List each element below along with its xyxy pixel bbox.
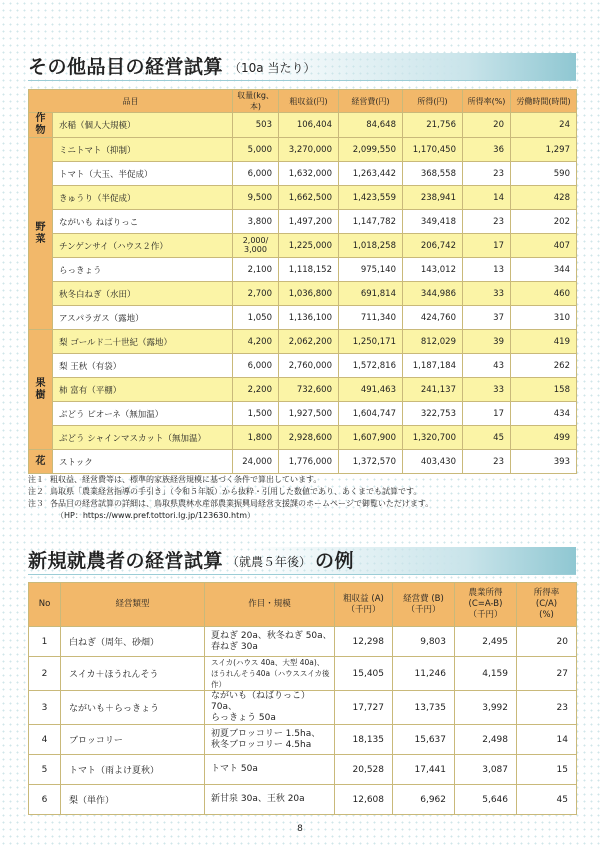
row-revenue: 17,727 [335,691,393,725]
table-row [29,306,577,330]
row-name: らっきょう [53,258,233,282]
row-yield: 503 [233,113,279,138]
row-revenue: 1,776,000 [279,450,339,474]
table-row [29,378,577,402]
table-row [29,186,577,210]
row-hours: 158 [511,378,577,402]
row-yield: 24,000 [233,450,279,474]
row-rate: 14 [463,186,511,210]
row-scale: 新甘泉 30a、王秋 20a [205,785,335,815]
table-row [29,258,577,282]
row-no: 5 [29,755,61,785]
table-row [29,138,577,162]
row-no: 3 [29,691,61,725]
row-name: ながいも ねばりっこ [53,210,233,234]
row-cost: 15,637 [393,725,455,755]
row-name: ミニトマト（抑制） [53,138,233,162]
row-type: ながいも＋らっきょう [61,691,205,725]
row-cost: 1,423,559 [339,186,403,210]
row-revenue: 2,760,000 [279,354,339,378]
row-income: 368,558 [403,162,463,186]
header-revenue: 粗収益 (A) （千円） [335,583,393,627]
row-name: 水稲（個人大規模） [53,113,233,138]
category-flowers: 花 [29,450,53,474]
row-cost: 9,803 [393,627,455,657]
row-revenue: 12,608 [335,785,393,815]
row-cost: 1,147,782 [339,210,403,234]
category-crops: 作 物 [29,113,53,138]
table-row [29,354,577,378]
row-revenue: 1,632,000 [279,162,339,186]
row-rate: 20 [517,627,577,657]
table-row [29,657,577,691]
row-scale: トマト 50a [205,755,335,785]
row-revenue: 20,528 [335,755,393,785]
row-cost: 6,962 [393,785,455,815]
row-cost: 17,441 [393,755,455,785]
header-rate: 所得率 (C/A) (%) [517,583,577,627]
row-rate: 23 [463,210,511,234]
section1-title: その他品目の経営試算 [28,56,224,78]
table-row [29,330,577,354]
header-item: 品目 [29,90,233,113]
row-hours: 499 [511,426,577,450]
other-crops-table [28,89,577,474]
row-revenue: 1,662,500 [279,186,339,210]
row-income: 1,170,450 [403,138,463,162]
row-revenue: 15,405 [335,657,393,691]
row-revenue: 18,135 [335,725,393,755]
table-row [29,450,577,474]
row-income: 344,986 [403,282,463,306]
row-income: 812,029 [403,330,463,354]
table-row [29,426,577,450]
table-row [29,210,577,234]
row-name: 梨 ゴールド二十世紀（露地） [53,330,233,354]
row-no: 4 [29,725,61,755]
row-rate: 17 [463,402,511,426]
page-number: 8 [297,824,303,834]
row-hours: 460 [511,282,577,306]
notes [28,474,588,522]
header-yield: 収量(kg、本) [233,90,279,113]
row-income: 3,992 [455,691,517,725]
section1-heading [28,53,576,81]
row-cost: 11,246 [393,657,455,691]
note-url: （HP：https://www.pref.tottori.lg.jp/123630.htm） [56,511,256,520]
row-rate: 33 [463,378,511,402]
row-no: 2 [29,657,61,691]
table-row [29,162,577,186]
row-name: アスパラガス（露地） [53,306,233,330]
row-cost: 975,140 [339,258,403,282]
row-rate: 23 [463,162,511,186]
row-income: 1,187,184 [403,354,463,378]
section1-subtitle: （10a 当たり） [229,61,316,75]
table-row [29,691,577,725]
row-type: 白ねぎ（周年、砂畑） [61,627,205,657]
row-revenue: 2,928,600 [279,426,339,450]
row-hours: 434 [511,402,577,426]
table-header-row [29,583,577,627]
row-cost: 84,648 [339,113,403,138]
row-income: 2,495 [455,627,517,657]
row-yield: 2,000/ 3,000 [233,234,279,258]
header-type: 経営類型 [61,583,205,627]
row-rate: 37 [463,306,511,330]
row-rate: 36 [463,138,511,162]
section2-subtitle: （就農５年後） [227,555,312,569]
row-scale: 初夏ブロッコリー 1.5ha、 秋冬ブロッコリー 4.5ha [205,725,335,755]
note-item: 注３ 各品目の経営試算の詳細は、鳥取県農林水産部農業振興局経営支援課のホームページで御覧いただけます。 [28,499,434,508]
row-cost: 1,263,442 [339,162,403,186]
row-income: 3,087 [455,755,517,785]
note-item: 注１ 粗収益、経営費等は、標準的家族経営規模に基づく条件で算出しています。 [28,475,322,484]
table-row [29,725,577,755]
row-rate: 20 [463,113,511,138]
row-yield: 5,000 [233,138,279,162]
row-hours: 344 [511,258,577,282]
row-income: 1,320,700 [403,426,463,450]
row-hours: 407 [511,234,577,258]
row-cost: 1,372,570 [339,450,403,474]
table-row [29,627,577,657]
row-cost: 1,607,900 [339,426,403,450]
row-hours: 24 [511,113,577,138]
row-scale: スイカ(ハウス 40a、大型 40a)、 ほうれんそう40a（ハウススイカ後作） [205,657,335,691]
row-income: 4,159 [455,657,517,691]
row-name: 柿 富有（平棚） [53,378,233,402]
row-name: ぶどう ピオーネ（無加温） [53,402,233,426]
row-revenue: 1,927,500 [279,402,339,426]
table-row [29,113,577,138]
row-rate: 17 [463,234,511,258]
row-income: 21,756 [403,113,463,138]
row-scale: ながいも（ねばりっこ）70a、 らっきょう 50a [205,691,335,725]
row-yield: 1,800 [233,426,279,450]
section2-heading [28,547,576,575]
row-income: 143,012 [403,258,463,282]
row-rate: 33 [463,282,511,306]
note-item: 注２ 鳥取県「農業経営指導の手引き」（令和５年版）から抜粋・引用した数値であり、あくまでも試算です。 [28,487,422,496]
header-hours: 労働時間(時間) [511,90,577,113]
row-name: 梨 王秋（有袋） [53,354,233,378]
row-rate: 13 [463,258,511,282]
row-type: トマト（雨よけ夏秋） [61,755,205,785]
header-revenue: 粗収益(円) [279,90,339,113]
row-revenue: 1,118,152 [279,258,339,282]
row-cost: 1,250,171 [339,330,403,354]
row-yield: 6,000 [233,162,279,186]
row-hours: 590 [511,162,577,186]
row-rate: 45 [517,785,577,815]
row-income: 5,646 [455,785,517,815]
table-row [29,402,577,426]
row-name: ぶどう シャインマスカット（無加温） [53,426,233,450]
category-fruit-trees: 果 樹 [29,330,53,450]
row-cost: 491,463 [339,378,403,402]
row-rate: 23 [463,450,511,474]
row-revenue: 2,062,200 [279,330,339,354]
row-hours: 393 [511,450,577,474]
row-rate: 14 [517,725,577,755]
row-cost: 711,340 [339,306,403,330]
header-cost: 経営費(円) [339,90,403,113]
row-hours: 310 [511,306,577,330]
row-hours: 262 [511,354,577,378]
category-vegetables: 野 菜 [29,138,53,330]
header-income: 所得(円) [403,90,463,113]
row-revenue: 732,600 [279,378,339,402]
row-yield: 2,100 [233,258,279,282]
row-hours: 202 [511,210,577,234]
row-cost: 691,814 [339,282,403,306]
row-revenue: 1,225,000 [279,234,339,258]
row-rate: 45 [463,426,511,450]
row-revenue: 1,036,800 [279,282,339,306]
row-rate: 43 [463,354,511,378]
row-name: 秋冬白ねぎ（水田） [53,282,233,306]
table-header-row [29,90,577,113]
header-no: No [29,583,61,627]
header-income: 農業所得 (C=A-B) （千円） [455,583,517,627]
row-rate: 27 [517,657,577,691]
row-income: 238,941 [403,186,463,210]
row-income: 424,760 [403,306,463,330]
row-cost: 2,099,550 [339,138,403,162]
row-yield: 2,700 [233,282,279,306]
section2-title: 新規就農者の経営試算 [28,550,224,572]
section2-title-suffix: の例 [315,550,355,572]
row-scale: 夏ねぎ 20a、秋冬ねぎ 50a、 春ねぎ 30a [205,627,335,657]
row-revenue: 106,404 [279,113,339,138]
row-cost: 1,018,258 [339,234,403,258]
row-hours: 428 [511,186,577,210]
row-name: チンゲンサイ（ハウス２作） [53,234,233,258]
row-hours: 1,297 [511,138,577,162]
row-rate: 39 [463,330,511,354]
row-rate: 15 [517,755,577,785]
row-income: 349,418 [403,210,463,234]
row-yield: 4,200 [233,330,279,354]
row-type: 梨（単作） [61,785,205,815]
header-rate: 所得率(%) [463,90,511,113]
row-cost: 1,572,816 [339,354,403,378]
row-rate: 23 [517,691,577,725]
row-yield: 2,200 [233,378,279,402]
row-income: 241,137 [403,378,463,402]
row-type: ブロッコリー [61,725,205,755]
row-name: ストック [53,450,233,474]
row-revenue: 3,270,000 [279,138,339,162]
row-revenue: 1,497,200 [279,210,339,234]
row-yield: 1,500 [233,402,279,426]
table-row [29,282,577,306]
row-revenue: 1,136,100 [279,306,339,330]
row-name: きゅうり（半促成） [53,186,233,210]
row-yield: 1,050 [233,306,279,330]
row-hours: 419 [511,330,577,354]
row-yield: 6,000 [233,354,279,378]
row-income: 206,742 [403,234,463,258]
table-row [29,785,577,815]
row-income: 2,498 [455,725,517,755]
table-row [29,234,577,258]
row-income: 403,430 [403,450,463,474]
row-income: 322,753 [403,402,463,426]
row-revenue: 12,298 [335,627,393,657]
row-yield: 3,800 [233,210,279,234]
row-cost: 13,735 [393,691,455,725]
row-no: 1 [29,627,61,657]
new-farmer-table [28,582,577,815]
row-no: 6 [29,785,61,815]
header-cost: 経営費 (B) （千円） [393,583,455,627]
row-name: トマト（大玉、半促成） [53,162,233,186]
row-yield: 9,500 [233,186,279,210]
header-scale: 作目・規模 [205,583,335,627]
row-type: スイカ＋ほうれんそう [61,657,205,691]
row-cost: 1,604,747 [339,402,403,426]
table-row [29,755,577,785]
